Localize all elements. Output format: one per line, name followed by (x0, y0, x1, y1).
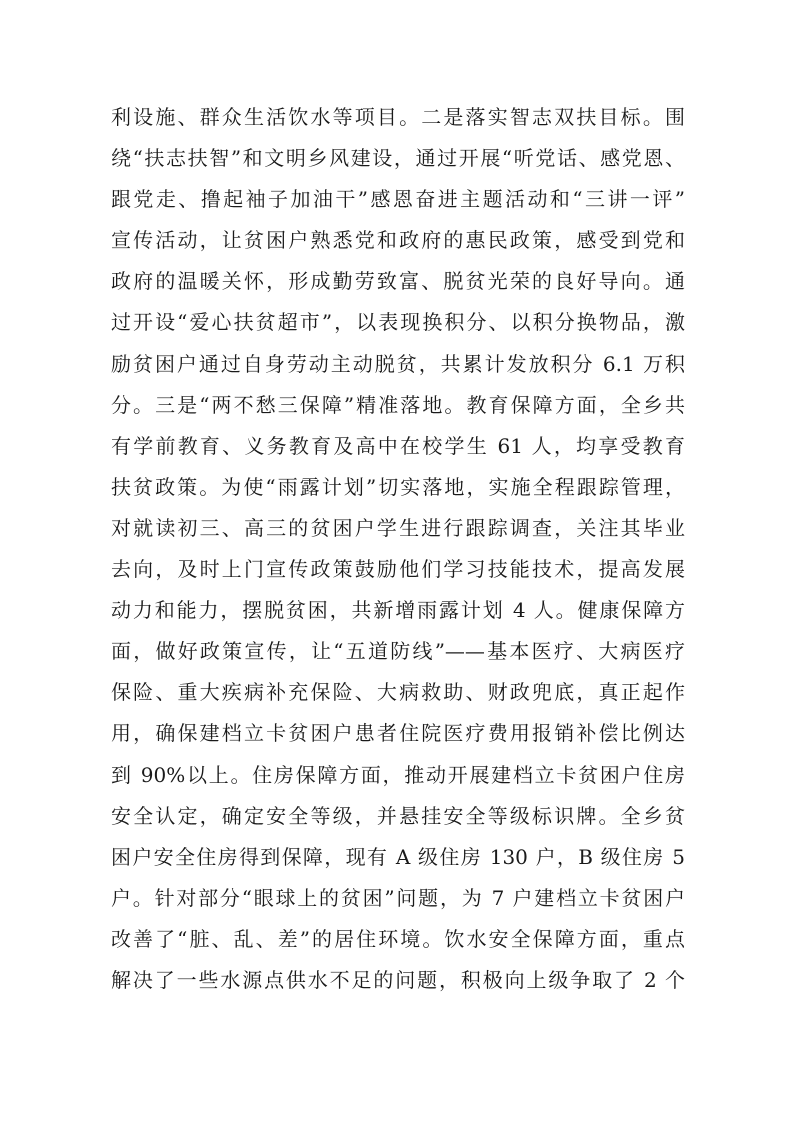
text-line: 励贫困户通过自身劳动主动脱贫，共累计发放积分 6.1 万积 (111, 351, 685, 376)
text-line: 安全认定，确定安全等级，并悬挂安全等级标识牌。全乡贫 (111, 803, 685, 828)
body-paragraph (111, 101, 685, 1005)
text-line: 宣传活动，让贫困户熟悉党和政府的惠民政策，感受到党和 (111, 228, 685, 253)
text-line: 改善了“脏、乱、差”的居住环境。饮水安全保障方面，重点 (111, 926, 685, 951)
text-line: 跟党走、撸起袖子加油干”感恩奋进主题活动和“三讲一评” (111, 187, 685, 212)
text-line: 扶贫政策。为使“雨露计划”切实落地，实施全程跟踪管理， (111, 474, 685, 499)
text-line: 保险、重大疾病补充保险、大病救助、财政兜底，真正起作 (111, 680, 685, 705)
text-line: 绕“扶志扶智”和文明乡风建设，通过开展“听党话、感党恩、 (111, 146, 685, 171)
text-line: 面，做好政策宣传，让“五道防线”——基本医疗、大病医疗 (111, 639, 685, 664)
text-line: 有学前教育、义务教育及高中在校学生 61 人，均享受教育 (111, 433, 685, 458)
text-line: 分。三是“两不愁三保障”精准落地。教育保障方面，全乡共 (111, 392, 685, 417)
text-line: 户。针对部分“眼球上的贫困”问题，为 7 户建档立卡贫困户 (111, 885, 685, 910)
text-line: 到 90%以上。住房保障方面，推动开展建档立卡贫困户住房 (111, 762, 685, 787)
text-line: 政府的温暖关怀，形成勤劳致富、脱贫光荣的良好导向。通 (111, 269, 685, 294)
text-line: 对就读初三、高三的贫困户学生进行跟踪调查，关注其毕业 (111, 515, 685, 540)
text-line: 困户安全住房得到保障，现有 A 级住房 130 户，B 级住房 5 (111, 844, 685, 869)
text-line: 利设施、群众生活饮水等项目。二是落实智志双扶目标。围 (111, 105, 685, 129)
text-line: 解决了一些水源点供水不足的问题，积极向上级争取了 2 个 (111, 967, 685, 992)
text-line: 用，确保建档立卡贫困户患者住院医疗费用报销补偿比例达 (111, 721, 685, 746)
text-line: 动力和能力，摆脱贫困，共新增雨露计划 4 人。健康保障方 (111, 598, 685, 623)
text-line: 去向，及时上门宣传政策鼓励他们学习技能技术，提高发展 (111, 557, 685, 582)
text-line: 过开设“爱心扶贫超市”，以表现换积分、以积分换物品，激 (111, 310, 685, 335)
